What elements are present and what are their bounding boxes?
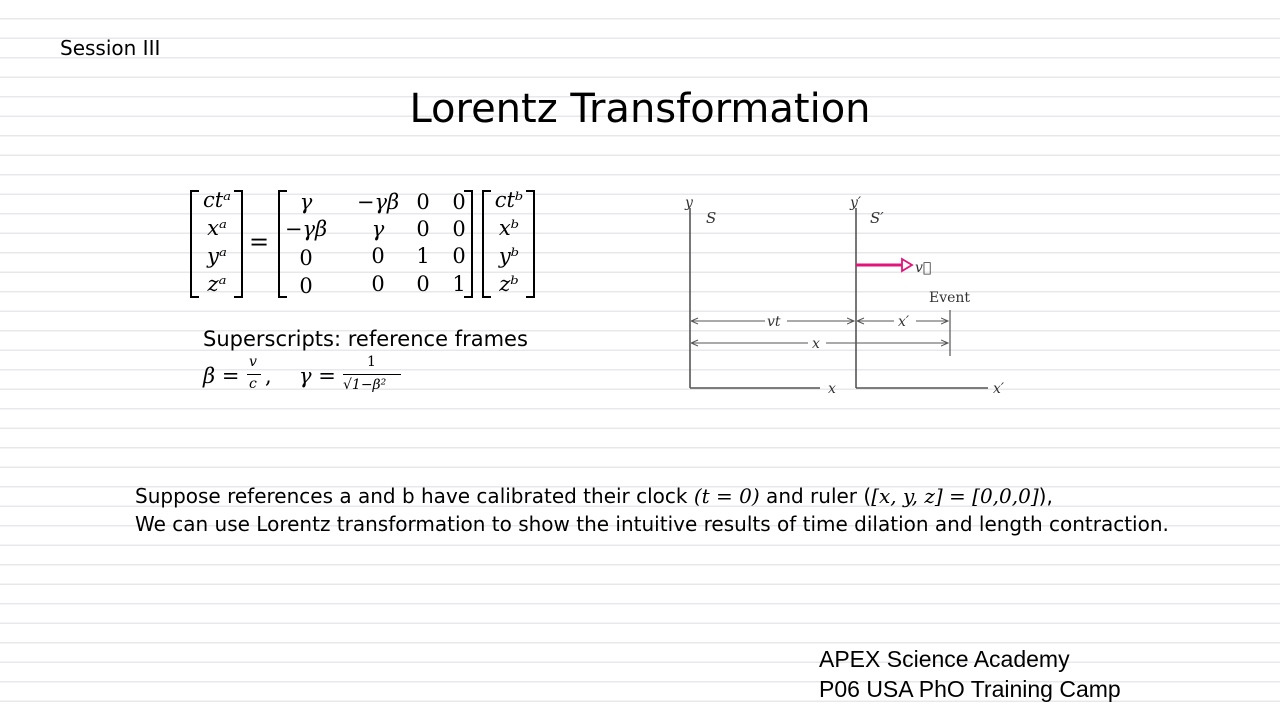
- matrix-cell: −γβ: [356, 190, 400, 214]
- footer-camp: P06 USA PhO Training Camp: [819, 676, 1121, 702]
- matrix-cell: γ: [299, 190, 313, 214]
- x-distance-label: x: [812, 336, 820, 352]
- s-frame-label: S: [706, 209, 717, 227]
- session-label: Session III: [60, 36, 161, 60]
- body-line-1-b: and ruler (: [759, 484, 872, 508]
- matrix-cell: 0: [452, 217, 466, 241]
- velocity-label: v⃗: [915, 260, 932, 276]
- beta-fraction-bar: [247, 374, 261, 375]
- body-line-1-c: ),: [1038, 484, 1053, 508]
- matrix-cell: 0: [416, 272, 430, 296]
- x-prime-distance-label: x′: [898, 314, 910, 330]
- superscripts-note: Superscripts: reference frames: [203, 327, 528, 351]
- matrix-cell: 0: [371, 244, 385, 268]
- velocity-arrow-head: [902, 259, 912, 271]
- footer-academy: APEX Science Academy: [819, 646, 1070, 672]
- matrix-cell: 0: [416, 190, 430, 214]
- gamma-fraction-bar: [343, 374, 401, 375]
- matrix-cell: 0: [299, 274, 313, 298]
- s-x-axis-label: x: [828, 381, 836, 397]
- event-label: Event: [929, 290, 971, 306]
- s-prime-y-label: y′: [850, 195, 862, 211]
- body-line-1: [135, 484, 1053, 508]
- matrix-cell: γ: [371, 217, 385, 241]
- beta-denominator: c: [249, 376, 257, 392]
- vt-label: vt: [767, 314, 781, 330]
- matrix-cell: 0: [416, 217, 430, 241]
- lorentz-matrix-equation: [186, 186, 546, 302]
- rhs-y: yᵇ: [498, 244, 520, 268]
- slide-title: Lorentz Transformation: [409, 86, 871, 132]
- s-prime-frame-label: S′: [870, 209, 884, 227]
- matrix-cell: 1: [416, 244, 430, 268]
- matrix-cell: 0: [452, 190, 466, 214]
- s-prime-x-axis-label: x′: [993, 381, 1005, 397]
- body-line-1-math-1: (t = 0): [693, 484, 760, 508]
- matrix-cell: 1: [452, 272, 466, 296]
- gamma-lhs: γ =: [299, 364, 336, 388]
- s-y-label: y: [685, 195, 693, 211]
- beta-comma: ,: [265, 364, 272, 388]
- beta-lhs: β =: [203, 364, 240, 388]
- rhs-ct: ctᵇ: [494, 188, 524, 212]
- body-line-1-a: Suppose references a and b have calibrated their clock: [135, 484, 694, 508]
- lhs-z: zᵃ: [207, 272, 227, 296]
- lhs-ct: ctᵃ: [202, 188, 232, 212]
- rhs-x: xᵇ: [498, 216, 520, 240]
- lhs-y: yᵃ: [207, 244, 227, 268]
- body-line-1-math-2: [x, y, z] = [0,0,0]: [871, 484, 1039, 508]
- rhs-z: zᵇ: [499, 272, 519, 296]
- matrix-cell: 0: [299, 246, 313, 270]
- matrix-cell: 0: [371, 272, 385, 296]
- equals-sign: =: [248, 228, 270, 256]
- beta-gamma-definitions: [203, 352, 423, 404]
- body-line-2: We can use Lorentz transformation to show the intuitive results of time dilation and length contraction.: [135, 512, 1169, 536]
- gamma-denominator: √1−β²: [343, 377, 387, 393]
- matrix-cell: −γβ: [284, 217, 328, 241]
- matrix-cell: 0: [452, 244, 466, 268]
- beta-numerator: v: [249, 354, 257, 370]
- reference-frame-diagram: [670, 190, 1030, 405]
- gamma-numerator: 1: [367, 354, 376, 370]
- lhs-x: xᵃ: [207, 216, 227, 240]
